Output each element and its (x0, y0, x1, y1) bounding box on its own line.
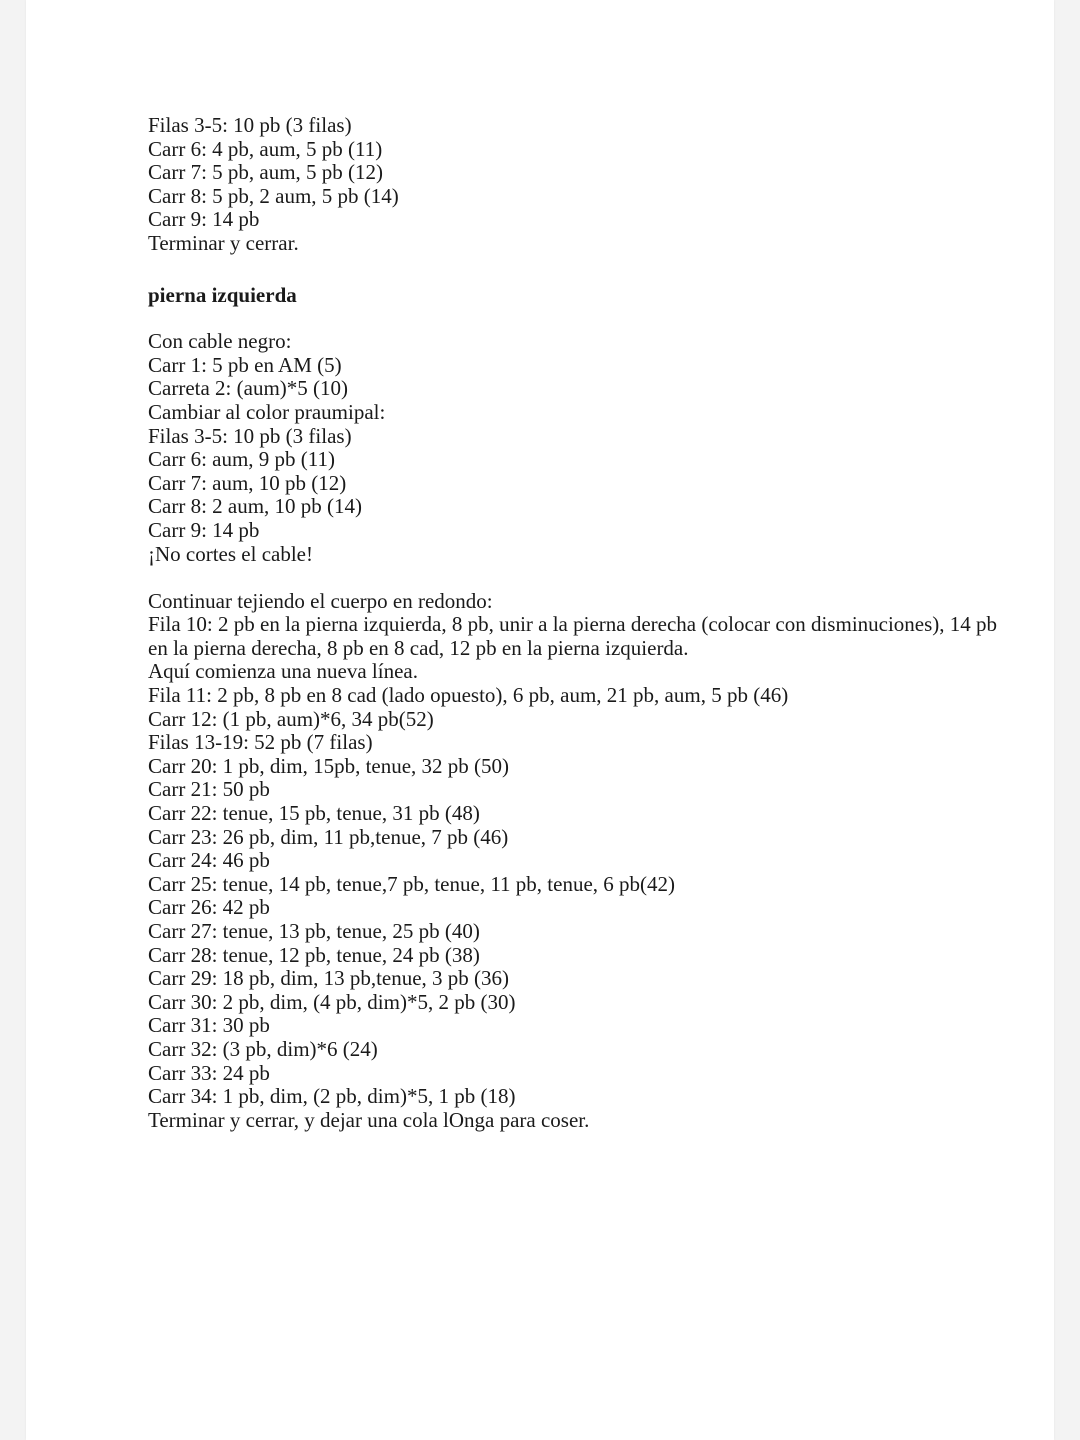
text-line: Filas 3-5: 10 pb (3 filas) (148, 423, 352, 448)
text-line: Con cable negro: (148, 329, 292, 354)
text-line: Carr 32: (3 pb, dim)*6 (24) (148, 1036, 378, 1061)
text-line: Carr 27: tenue, 13 pb, tenue, 25 pb (40) (148, 919, 480, 943)
section-body (148, 590, 998, 1133)
text-line: Carr 7: 5 pb, aum, 5 pb (12) (148, 160, 384, 185)
text-line: Carreta 2: (aum)*5 (10) (148, 376, 349, 401)
text-line: Carr 23: 26 pb, dim, 11 pb,tenue, 7 pb (46) (148, 824, 509, 849)
text-line: Carr 28: tenue, 12 pb, tenue, 24 pb (38) (148, 942, 480, 967)
text-line: Carr 34: 1 pb, dim, (2 pb, dim)*5, 1 pb (18) (148, 1084, 516, 1109)
text-line: Carr 24: 46 pb (148, 848, 270, 873)
text-line: Carr 31: 30 pb (148, 1013, 270, 1038)
text-line: Carr 1: 5 pb en AM (5) (148, 352, 342, 377)
text-line: Aquí comienza una nueva línea. (148, 659, 418, 684)
text-line: Carr 9: 14 pb (148, 207, 260, 232)
text-line: Carr 12: (1 pb, aum)*6, 34 pb(52) (148, 706, 434, 731)
text-line: Carr 8: 2 aum, 10 pb (14) (148, 494, 363, 519)
text-paragraph-row10: Fila 10: 2 pb en la pierna izquierda, 8 pb, unir a la pierna derecha (colocar con disminuciones), 14 pb en la pierna derecha, 8 pb en 8 cad, 12 pb en la pierna izquierda. (148, 612, 998, 660)
text-line: Carr 20: 1 pb, dim, 15pb, tenue, 32 pb (50) (148, 753, 510, 778)
text-line: Continuar tejiendo el cuerpo en redondo: (148, 588, 493, 613)
text-line: Fila 11: 2 pb, 8 pb en 8 cad (lado opuesto), 6 pb, aum, 21 pb, aum, 5 pb (46) (148, 683, 789, 708)
text-line: Filas 3-5: 10 pb (3 filas) (148, 113, 352, 137)
text-line: Carr 8: 5 pb, 2 aum, 5 pb (14) (148, 183, 399, 208)
text-line: Carr 21: 50 pb (148, 777, 270, 802)
text-line: Carr 25: tenue, 14 pb, tenue,7 pb, tenue, 11 pb, tenue, 6 pb(42) (148, 871, 676, 896)
text-line: Terminar y cerrar. (148, 230, 299, 255)
document-content (148, 114, 998, 1132)
text-line: ¡No cortes el cable! (148, 541, 313, 566)
document-page (26, 0, 1054, 1440)
section-heading-left-leg: pierna izquierda (148, 282, 297, 307)
text-line: Terminar y cerrar, y dejar una cola lOnga para coser. (148, 1107, 590, 1132)
text-line: Carr 6: aum, 9 pb (11) (148, 447, 336, 472)
text-line: Carr 29: 18 pb, dim, 13 pb,tenue, 3 pb (36) (148, 966, 510, 991)
paragraph-gap (148, 566, 998, 590)
text-line: Cambiar al color praumipal: (148, 399, 386, 424)
section-top (148, 114, 998, 256)
section-left-leg (148, 330, 998, 566)
text-line: Carr 7: aum, 10 pb (12) (148, 470, 347, 495)
text-line: Carr 22: tenue, 15 pb, tenue, 31 pb (48) (148, 801, 480, 826)
text-line: Carr 30: 2 pb, dim, (4 pb, dim)*5, 2 pb (30) (148, 989, 516, 1014)
text-line: Carr 26: 42 pb (148, 895, 270, 920)
text-line: Carr 33: 24 pb (148, 1060, 270, 1085)
text-line: Carr 9: 14 pb (148, 517, 260, 542)
text-line: Carr 6: 4 pb, aum, 5 pb (11) (148, 136, 383, 161)
text-line: Filas 13-19: 52 pb (7 filas) (148, 730, 373, 755)
